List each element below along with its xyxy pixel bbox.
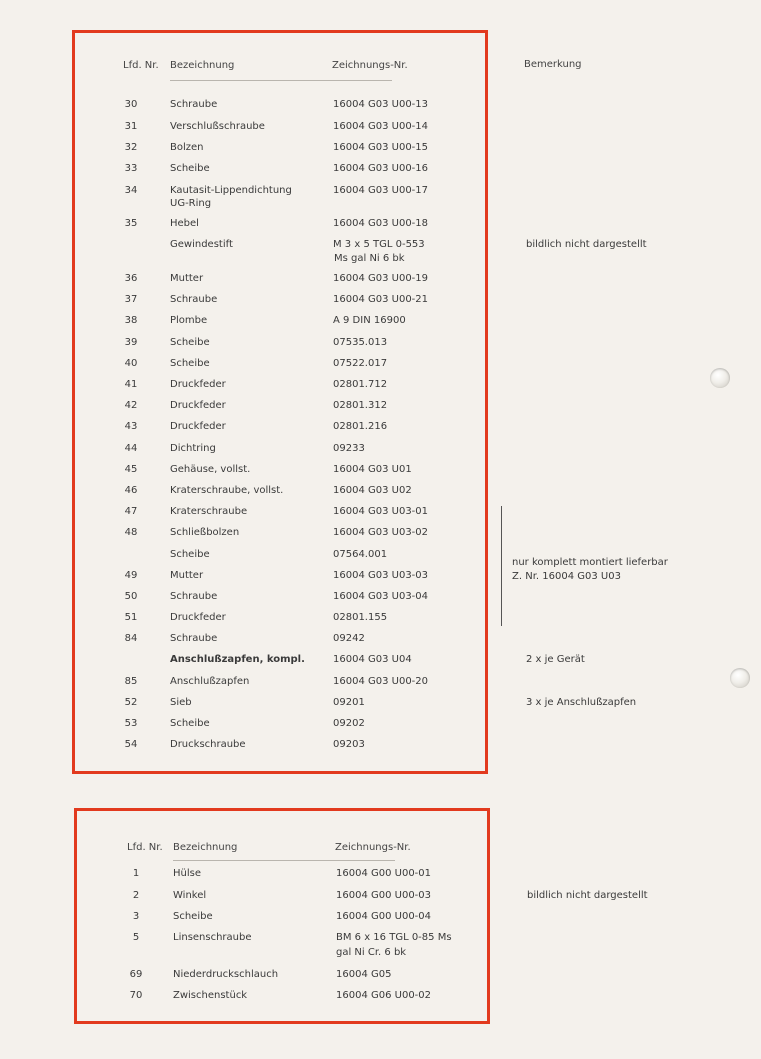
row-drawing-number: A 9 DIN 16900 xyxy=(333,315,406,326)
row-drawing-number: 07535.013 xyxy=(333,337,388,348)
row-number: 50 xyxy=(124,591,138,602)
row-drawing-number: 16004 G00 U00-03 xyxy=(336,890,432,901)
row-drawing-number: 16004 G03 U02 xyxy=(333,485,412,496)
row-designation: Plombe xyxy=(170,315,208,326)
header-rule-2 xyxy=(173,860,395,861)
row-drawing-number: 16004 G03 U00-13 xyxy=(333,99,429,110)
header2-bezeichnung: Bezeichnung xyxy=(173,842,238,853)
row-remark: 2 x je Gerät xyxy=(526,654,585,665)
row-number: 84 xyxy=(124,633,138,644)
row-designation: Linsenschraube xyxy=(173,932,252,943)
row-drawing-number: 09242 xyxy=(333,633,365,644)
group-remark-line1: nur komplett montiert lieferbar xyxy=(512,557,668,568)
binder-hole-icon xyxy=(730,668,750,688)
row-number: 38 xyxy=(124,315,138,326)
row-drawing-number: 16004 G03 U01 xyxy=(333,464,412,475)
row-designation: Scheibe xyxy=(170,163,210,174)
row-number: 43 xyxy=(124,421,138,432)
row-number: 33 xyxy=(124,163,138,174)
row-drawing-number: 16004 G05 xyxy=(336,969,392,980)
row-number: 3 xyxy=(132,911,140,922)
row-drawing-number: 09203 xyxy=(333,739,365,750)
row-drawing-number: M 3 x 5 TGL 0-553 xyxy=(333,239,425,250)
header-lfd-nr: Lfd. Nr. xyxy=(123,60,159,71)
row-drawing-number: 07564.001 xyxy=(333,549,388,560)
row-drawing-number: 16004 G03 U00-17 xyxy=(333,185,429,196)
row-number: 39 xyxy=(124,337,138,348)
row-number: 42 xyxy=(124,400,138,411)
row-designation: Kautasit-Lippendichtung xyxy=(170,185,292,196)
row-designation: Schließbolzen xyxy=(170,527,240,538)
row-designation: Schraube xyxy=(170,633,218,644)
row-number: 49 xyxy=(124,570,138,581)
row-drawing-number: 09202 xyxy=(333,718,365,729)
row-remark: 3 x je Anschlußzapfen xyxy=(526,697,637,708)
row-drawing-number: 16004 G03 U03-02 xyxy=(333,527,429,538)
row-number: 36 xyxy=(124,273,138,284)
row-number: 31 xyxy=(124,121,138,132)
row-drawing-number: BM 6 x 16 TGL 0-85 Ms xyxy=(336,932,452,943)
row-designation: Gewindestift xyxy=(170,239,233,250)
header-zeichnungs-nr: Zeichnungs-Nr. xyxy=(332,60,408,71)
row-drawing-number: 02801.712 xyxy=(333,379,388,390)
row-drawing-number: 16004 G03 U03-03 xyxy=(333,570,429,581)
row-number: 41 xyxy=(124,379,138,390)
row-drawing-number: 16004 G03 U00-21 xyxy=(333,294,429,305)
row-designation-line2: UG-Ring xyxy=(170,198,212,209)
row-designation: Mutter xyxy=(170,570,204,581)
header-bemerkung: Bemerkung xyxy=(524,59,582,70)
row-number: 44 xyxy=(124,443,138,454)
row-drawing-number: 16004 G03 U00-14 xyxy=(333,121,429,132)
row-designation: Bolzen xyxy=(170,142,204,153)
row-designation: Scheibe xyxy=(173,911,213,922)
row-designation: Kraterschraube xyxy=(170,506,248,517)
row-drawing-number: 02801.216 xyxy=(333,421,388,432)
row-designation: Scheibe xyxy=(170,337,210,348)
row-number: 69 xyxy=(129,969,143,980)
header2-lfd-nr: Lfd. Nr. xyxy=(127,842,163,853)
row-designation: Scheibe xyxy=(170,718,210,729)
row-designation: Hebel xyxy=(170,218,199,229)
row-designation: Druckfeder xyxy=(170,379,226,390)
row-number: 51 xyxy=(124,612,138,623)
row-designation: Anschlußzapfen, kompl. xyxy=(170,654,305,665)
row-designation: Schraube xyxy=(170,294,218,305)
row-designation: Druckschraube xyxy=(170,739,246,750)
row-drawing-number: 02801.155 xyxy=(333,612,388,623)
row-number: 46 xyxy=(124,485,138,496)
row-drawing-number: 16004 G03 U00-18 xyxy=(333,218,429,229)
row-number: 70 xyxy=(129,990,143,1001)
row-number: 32 xyxy=(124,142,138,153)
row-designation: Schraube xyxy=(170,99,218,110)
row-number: 35 xyxy=(124,218,138,229)
row-drawing-number-line2: Ms gal Ni 6 bk xyxy=(334,253,405,264)
row-number: 34 xyxy=(124,185,138,196)
row-drawing-number: 16004 G00 U00-01 xyxy=(336,868,432,879)
row-drawing-number: 09233 xyxy=(333,443,365,454)
row-designation: Scheibe xyxy=(170,358,210,369)
row-number: 2 xyxy=(132,890,140,901)
row-number: 5 xyxy=(132,932,140,943)
row-designation: Schraube xyxy=(170,591,218,602)
row-number: 85 xyxy=(124,676,138,687)
row-drawing-number: 16004 G00 U00-04 xyxy=(336,911,432,922)
row-remark: bildlich nicht dargestellt xyxy=(527,890,648,901)
row-number: 30 xyxy=(124,99,138,110)
row-number: 37 xyxy=(124,294,138,305)
row-drawing-number: 16004 G03 U03-04 xyxy=(333,591,429,602)
row-drawing-number: 16004 G03 U00-16 xyxy=(333,163,429,174)
header2-zeichnungs-nr: Zeichnungs-Nr. xyxy=(335,842,411,853)
row-designation: Zwischenstück xyxy=(173,990,248,1001)
row-number: 54 xyxy=(124,739,138,750)
row-drawing-number: 09201 xyxy=(333,697,365,708)
row-drawing-number: 16004 G03 U00-19 xyxy=(333,273,429,284)
row-designation: Verschlußschraube xyxy=(170,121,265,132)
row-number: 47 xyxy=(124,506,138,517)
group-bracket xyxy=(501,506,502,626)
row-drawing-number: 16004 G03 U00-20 xyxy=(333,676,429,687)
row-remark: bildlich nicht dargestellt xyxy=(526,239,647,250)
row-designation: Sieb xyxy=(170,697,192,708)
header-rule-1 xyxy=(170,80,392,81)
row-drawing-number: 02801.312 xyxy=(333,400,388,411)
row-drawing-number: 16004 G06 U00-02 xyxy=(336,990,432,1001)
row-number: 52 xyxy=(124,697,138,708)
row-designation: Kraterschraube, vollst. xyxy=(170,485,284,496)
row-number: 53 xyxy=(124,718,138,729)
row-designation: Druckfeder xyxy=(170,421,226,432)
row-drawing-number: 16004 G03 U03-01 xyxy=(333,506,429,517)
row-number: 1 xyxy=(132,868,140,879)
row-drawing-number: 16004 G03 U04 xyxy=(333,654,412,665)
row-designation: Druckfeder xyxy=(170,400,226,411)
row-drawing-number-line2: gal Ni Cr. 6 bk xyxy=(336,947,407,958)
row-designation: Scheibe xyxy=(170,549,210,560)
row-drawing-number: 16004 G03 U00-15 xyxy=(333,142,429,153)
binder-hole-icon xyxy=(710,368,730,388)
row-designation: Druckfeder xyxy=(170,612,226,623)
row-designation: Winkel xyxy=(173,890,207,901)
row-number: 48 xyxy=(124,527,138,538)
row-number: 40 xyxy=(124,358,138,369)
group-remark-line2: Z. Nr. 16004 G03 U03 xyxy=(512,571,621,582)
header-bezeichnung: Bezeichnung xyxy=(170,60,235,71)
row-designation: Dichtring xyxy=(170,443,216,454)
row-drawing-number: 07522.017 xyxy=(333,358,388,369)
row-designation: Gehäuse, vollst. xyxy=(170,464,251,475)
row-designation: Niederdruckschlauch xyxy=(173,969,279,980)
row-designation: Anschlußzapfen xyxy=(170,676,250,687)
row-designation: Mutter xyxy=(170,273,204,284)
row-designation: Hülse xyxy=(173,868,201,879)
row-number: 45 xyxy=(124,464,138,475)
